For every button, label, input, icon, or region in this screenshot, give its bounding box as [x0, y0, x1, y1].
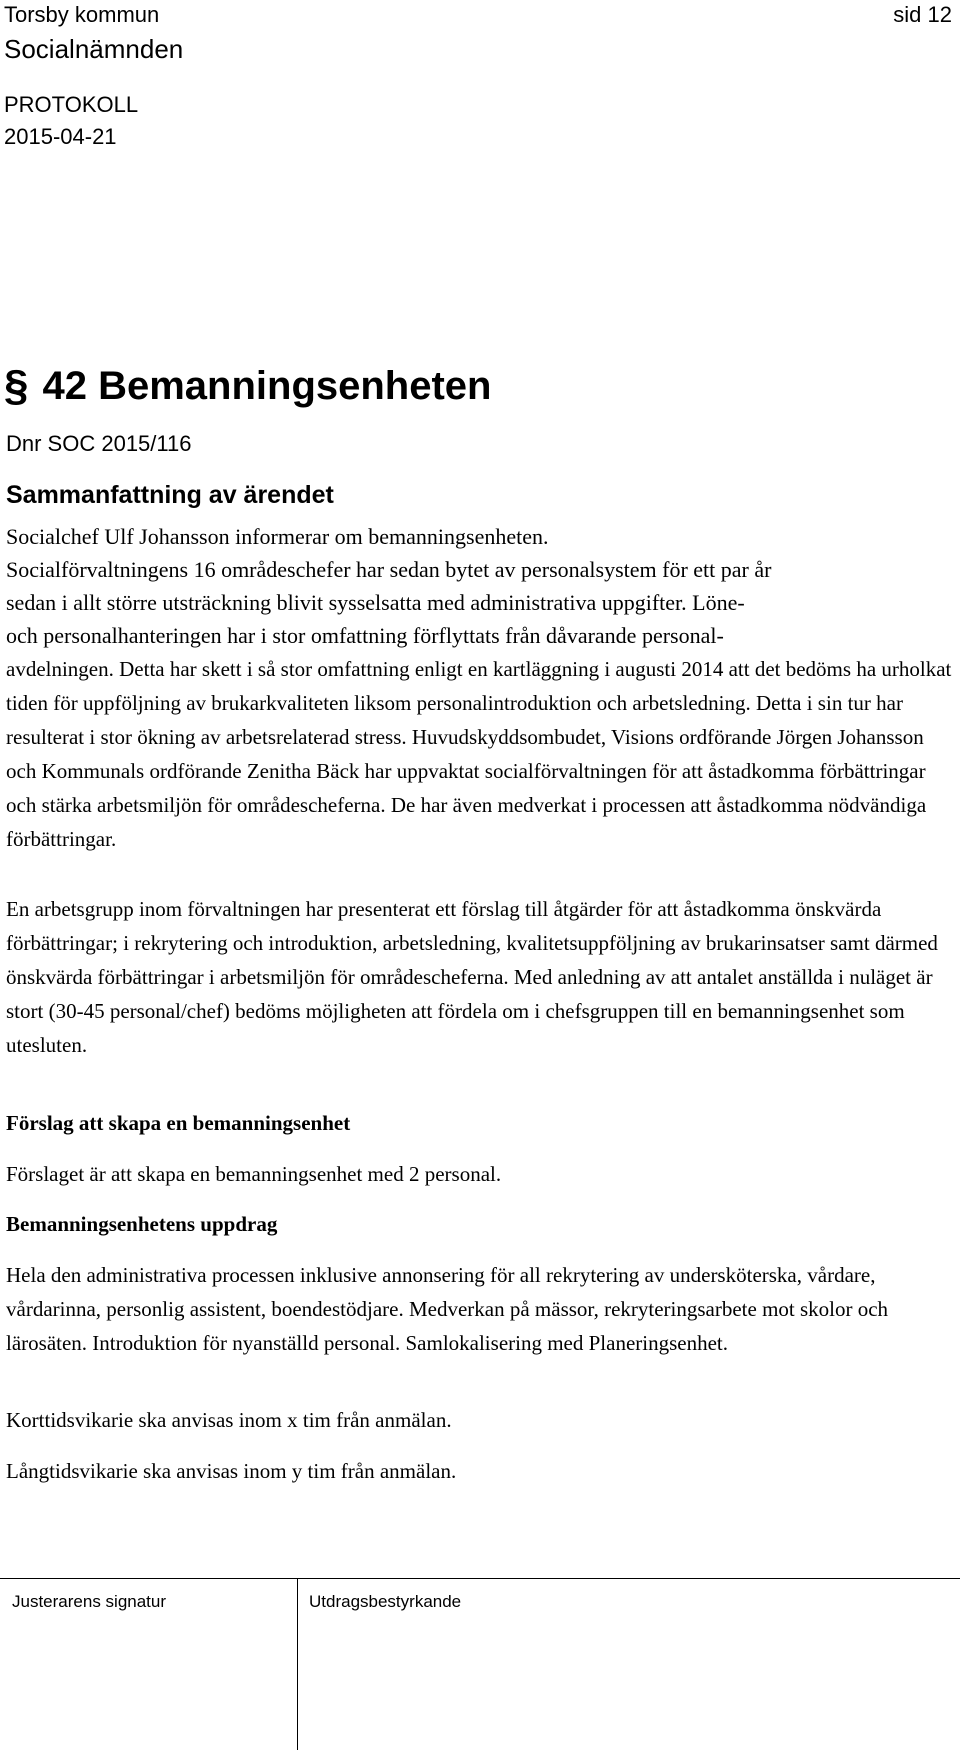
summary-paragraph-2: En arbetsgrupp inom förvaltningen har presenterat ett förslag till åtgärder för att åstadkomma önskvärda förbättringar; i rekrytering och introduktion, arbetsledning, kvalitetsuppföljning av brukarinsatser samt därmed önskvärda förbättringar i arbetsmiljön för områdescheferna. Med anledning av att antalet anställda i nuläget är stort (30-45 personal/chef) bedöms möjligheten att fördela om i chefsgruppen till en bemanningsenhet som utesluten. — [6, 897, 938, 1057]
document-type: PROTOKOLL — [4, 92, 139, 117]
section-symbol-icon: § — [4, 361, 29, 410]
signature-footer — [0, 1578, 960, 1750]
footer-column-divider — [297, 1578, 298, 1750]
proposal-heading: Förslag att skapa en bemanningsenhet — [6, 1111, 351, 1135]
board-name: Socialnämnden — [4, 34, 184, 64]
assignment-heading: Bemanningsenhetens uppdrag — [6, 1212, 278, 1236]
proposal-text: Förslaget är att skapa en bemanningsenhet med 2 personal. — [6, 1162, 502, 1186]
summary-intro — [6, 520, 952, 652]
signature-label: Justerarens signatur — [12, 1592, 167, 1611]
short-term-substitute-text: Korttidsvikarie ska anvisas inom x tim från anmälan. — [6, 1408, 452, 1432]
intro-line: Socialförvaltningens 16 områdeschefer har sedan bytet av personalsystem för ett par år — [6, 557, 772, 582]
footer-divider-line — [0, 1578, 960, 1579]
intro-line: Socialchef Ulf Johansson informerar om bemanningsenheten. — [6, 524, 549, 549]
assignment-text: Hela den administrativa processen inklusive annonsering för all rekrytering av undersköterska, vårdare, vårdarinna, personlig assistent, boendestödjare. Medverkan på mässor, rekryteringsarbete mot skolor och lärosäten. Introduktion för nyanställd personal. Samlokalisering med Planeringsenhet. — [6, 1263, 889, 1355]
summary-paragraph-1: avdelningen. Detta har skett i så stor omfattning enligt en kartläggning i augusti 2014 att det bedöms ha urholkat tiden för uppföljning av brukarkvaliteten liksom personalintroduktion och arbetsledning. Detta i sin tur har resulterat i stor ökning av arbetsrelaterad stress. Huvudskyddsombudet, Visions ordförande Jörgen Johansson och Kommunals ordförande Zenitha Bäck har uppvaktat socialförvaltningen för att åstadkomma förbättringar och stärka arbetsmiljön för områdescheferna. De har även medverkat i processen att åstadkomma nödvändiga förbättringar. — [6, 657, 952, 851]
item-title: 42 Bemanningsenheten — [42, 364, 492, 408]
page-number: sid 12 — [893, 2, 952, 27]
summary-heading: Sammanfattning av ärendet — [6, 481, 334, 509]
certification-label: Utdragsbestyrkande — [309, 1592, 462, 1611]
organization-name: Torsby kommun — [4, 2, 160, 27]
registration-number: Dnr SOC 2015/116 — [6, 431, 192, 456]
intro-line: sedan i allt större utsträckning blivit sysselsatta med administrativa uppgifter. Löne- — [6, 590, 745, 615]
intro-line: och personalhanteringen har i stor omfattning förflyttats från dåvarande personal- — [6, 623, 724, 648]
item-title-row — [4, 360, 492, 412]
meeting-date: 2015-04-21 — [4, 124, 117, 149]
long-term-substitute-text: Långtidsvikarie ska anvisas inom y tim från anmälan. — [6, 1459, 457, 1483]
